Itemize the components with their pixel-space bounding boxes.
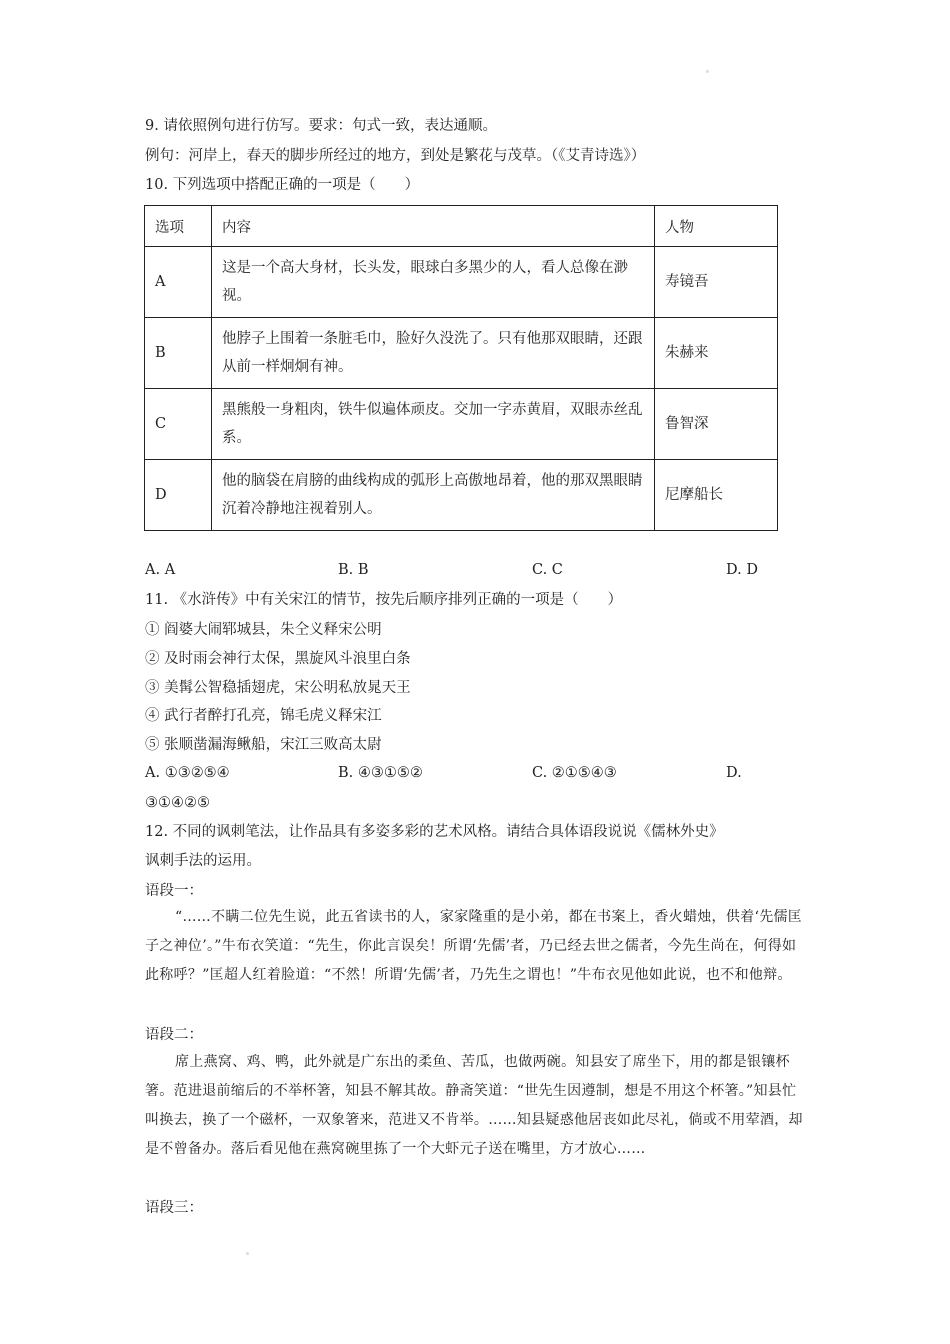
options-table: [144, 205, 778, 531]
row-option: C: [145, 389, 212, 460]
row-person: 鲁智深: [655, 389, 778, 460]
row-person: 朱赫来: [655, 318, 778, 389]
answer-c: C. C: [532, 562, 563, 578]
header-option: 选项: [145, 206, 212, 247]
q12-title: 12. 不同的讽刺笔法，让作品具有多姿多彩的艺术风格。请结合具体语段说说《儒林外史》: [145, 824, 724, 840]
q11-item: ① 阎婆大闹郓城县，朱仝义释宋公明: [145, 622, 382, 638]
q12-title-cont: 讽刺手法的运用。: [145, 853, 261, 869]
row-content: 他脖子上围着一条脏毛巾，脸好久没洗了。只有他那双眼睛，还跟从前一样炯炯有神。: [212, 318, 655, 389]
header-content: 内容: [212, 206, 655, 247]
answer-d-continued: ③①④②⑤: [145, 795, 210, 811]
answer-b: B. B: [338, 562, 369, 578]
table-row: [145, 460, 778, 531]
q10-title: 10. 下列选项中搭配正确的一项是（ ）: [145, 177, 420, 193]
answer-b: B. ④③①⑤②: [338, 765, 423, 781]
segment-2-text: [145, 1048, 805, 1164]
table-header-row: [145, 206, 778, 247]
q9-title: 9. 请依照例句进行仿写。要求：句式一致，表达通顺。: [145, 118, 497, 134]
answer-a: A. A: [145, 562, 176, 578]
row-option: B: [145, 318, 212, 389]
scan-dot: [706, 70, 709, 73]
answer-d: D. D: [726, 562, 758, 578]
q11-item: ② 及时雨会神行太保，黑旋风斗浪里白条: [145, 651, 411, 667]
answer-a: A. ①③②⑤④: [145, 765, 230, 781]
row-option: D: [145, 460, 212, 531]
q11-item: ③ 美髯公智稳插翅虎，宋公明私放晁天王: [145, 680, 411, 696]
row-person: 尼摩船长: [655, 460, 778, 531]
row-content: 他的脑袋在肩膀的曲线构成的弧形上高傲地昂着，他的那双黑眼睛沉着冷静地注视着别人。: [212, 460, 655, 531]
segment-2-body: 席上燕窝、鸡、鸭，此外就是广东出的柔鱼、苦瓜，也做两碗。知县安了席坐下，用的都是银镶杯箸。范进退前缩后的不举杯箸，知县不解其故。静斋笑道：“世先生因遵制，想是不用这个杯箸。”知县忙叫换去，换了一个磁杯，一双象箸来，范进又不肯举。……知县疑惑他居丧如此尽礼，倘或不用荤酒，却是不曾备办。落后看见他在燕窝碗里拣了一个大虾元子送在嘴里，方才放心……: [145, 1054, 803, 1157]
q11-item: ④ 武行者醉打孔亮，锦毛虎义释宋江: [145, 708, 382, 724]
scan-dot: [246, 1252, 249, 1255]
answer-c: C. ②①⑤④③: [532, 765, 617, 781]
row-person: 寿镜吾: [655, 247, 778, 318]
q11-title: 11. 《水浒传》中有关宋江的情节，按先后顺序排列正确的一项是（ ）: [145, 592, 623, 608]
answer-d: D.: [726, 765, 742, 781]
row-content: 黑熊般一身粗肉，铁牛似遍体顽皮。交加一字赤黄眉，双眼赤丝乱系。: [212, 389, 655, 460]
row-content: 这是一个高大身材，长头发，眼球白多黑少的人，看人总像在渺视。: [212, 247, 655, 318]
table-row: [145, 389, 778, 460]
segment-1-label: 语段一：: [145, 883, 203, 899]
header-person: 人物: [655, 206, 778, 247]
table-row: [145, 247, 778, 318]
row-option: A: [145, 247, 212, 318]
q9-example: 例句：河岸上，春天的脚步所经过的地方，到处是繁花与茂草。（《艾青诗选》）: [145, 148, 646, 164]
table-row: [145, 318, 778, 389]
segment-3-label: 语段三：: [145, 1200, 203, 1216]
segment-2-label: 语段二：: [145, 1027, 203, 1043]
segment-1-text: [145, 903, 805, 990]
q11-item: ⑤ 张顺凿漏海鳅船，宋江三败高太尉: [145, 737, 382, 753]
segment-1-body: “……不瞒二位先生说，此五省读书的人，家家隆重的是小弟，都在书案上，香火蜡烛，供着‘先儒匡子之神位’。”牛布衣笑道：“先生，你此言误矣！所谓‘先儒’者，乃已经去世之儒者，今先生尚在，何得如此称呼？”匡超人红着脸道：“不然！所谓‘先儒’者，乃先生之谓也！”牛布衣见他如此说，也不和他辩。: [145, 909, 803, 983]
